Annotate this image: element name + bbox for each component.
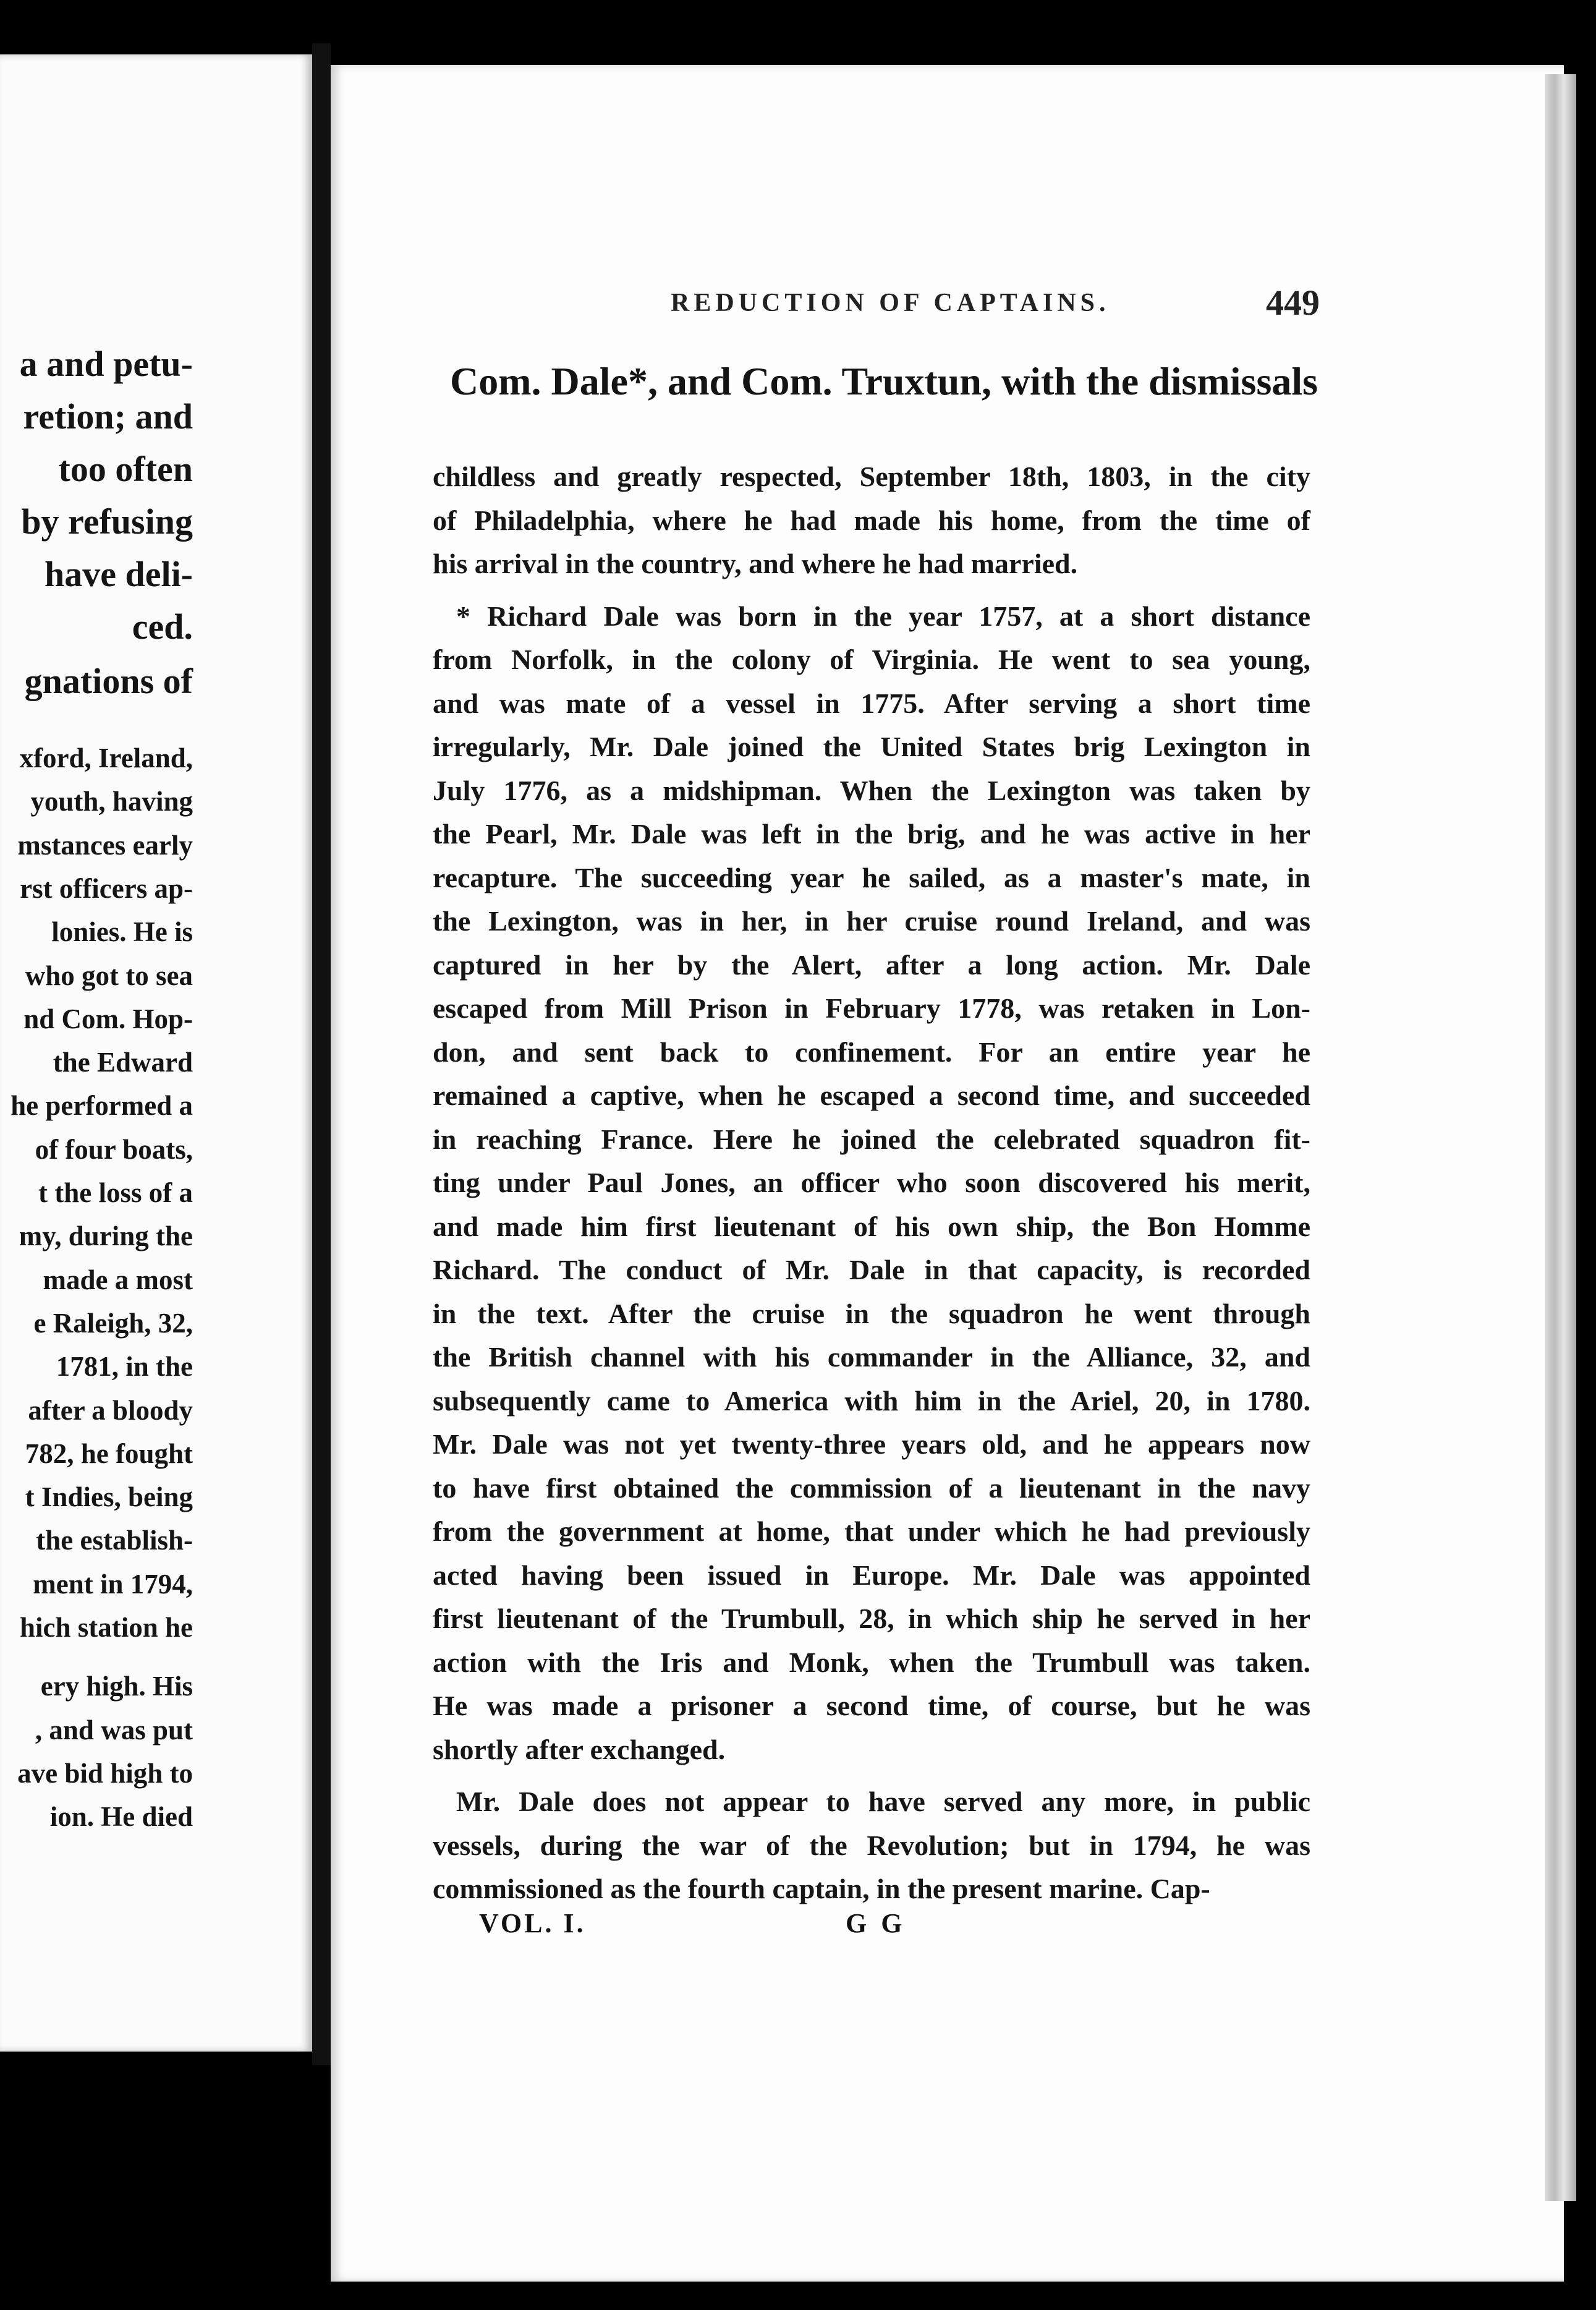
left-page-line: a and petu- xyxy=(19,344,193,384)
footnote-line: subsequently came to America with him in the Ariel, 20, in 1780. xyxy=(433,1384,1310,1417)
footnote-line: in the text. After the cruise in the squadron he went through xyxy=(433,1297,1310,1329)
signature-mark: G G xyxy=(846,1908,906,1938)
footnote-line: acted having been issued in Europe. Mr. Dale was appointed xyxy=(433,1559,1310,1591)
footnote-line: Mr. Dale was not yet twenty-three years old, and he appears now xyxy=(433,1428,1310,1460)
left-page-line: , and was put xyxy=(35,1714,193,1745)
left-page-line: too often xyxy=(58,449,193,489)
volume-marker: VOL. I. xyxy=(479,1908,586,1938)
footnote-line: ting under Paul Jones, an officer who soon discovered his merit, xyxy=(433,1167,1310,1198)
footnote-line: from the government at home, that under which he had previously xyxy=(433,1515,1310,1547)
left-page-line: made a most xyxy=(43,1264,193,1295)
page-number: 449 xyxy=(1266,283,1320,323)
left-page-line: ery high. His xyxy=(40,1671,193,1702)
left-page xyxy=(0,54,312,2052)
left-page-line: rst officers ap- xyxy=(20,872,193,904)
left-page-line: 1781, in the xyxy=(56,1351,193,1383)
left-page-line: xford, Ireland, xyxy=(19,743,193,774)
left-page-line: ced. xyxy=(132,607,193,647)
left-page-line: youth, having xyxy=(30,786,193,817)
left-page-line: ave bid high to xyxy=(17,1757,193,1789)
footnote-line: action with the Iris and Monk, when the Trumbull was taken. xyxy=(433,1646,1310,1678)
footnote-line: and made him first lieutenant of his own ship, the Bon Homme xyxy=(433,1210,1310,1242)
footnote-line: escaped from Mill Prison in February 1778, was retaken in Lon- xyxy=(433,992,1310,1024)
footnote-line: He was made a prisoner a second time, of course, but he was xyxy=(433,1690,1310,1721)
left-page-line: the Edward xyxy=(53,1047,193,1078)
footnote-line: commissioned as the fourth captain, in the present marine. Cap- xyxy=(433,1873,1210,1904)
left-page-line: e Raleigh, 32, xyxy=(33,1307,193,1339)
footnote-line: to have first obtained the commission of a lieutenant in the navy xyxy=(433,1472,1310,1504)
left-page-line: have deli- xyxy=(44,554,193,594)
left-page-line: who got to sea xyxy=(25,960,193,991)
footnote-line: the Lexington, was in her, in her cruise round Ireland, and was xyxy=(433,905,1310,937)
running-head: REDUCTION OF CAPTAINS. xyxy=(671,289,1110,317)
footnote-line: and was mate of a vessel in 1775. After serving a short time xyxy=(433,687,1310,719)
footnote-line: Mr. Dale does not appear to have served any more, in public xyxy=(456,1786,1310,1817)
footnote-line: don, and sent back to confinement. For an entire year he xyxy=(433,1036,1310,1068)
left-page-line: ion. He died xyxy=(49,1801,193,1833)
left-page-line: t Indies, being xyxy=(25,1481,193,1513)
page-edge xyxy=(1545,74,1576,2201)
left-page-line: retion; and xyxy=(23,396,193,437)
footnote-line: the British channel with his commander in the Alliance, 32, and xyxy=(433,1341,1310,1373)
book-gutter xyxy=(312,43,331,2065)
left-page-line: lonies. He is xyxy=(51,916,193,948)
footnote-line: * Richard Dale was born in the year 1757, at a short distance xyxy=(456,600,1310,632)
footnote-line: his arrival in the country, and where he had married. xyxy=(433,548,1078,579)
left-page-line: of four boats, xyxy=(35,1133,193,1165)
left-page-line: by refusing xyxy=(21,501,193,542)
left-page-line: nd Com. Hop- xyxy=(23,1003,193,1034)
footnote-line: childless and greatly respected, September 18th, 1803, in the city xyxy=(433,461,1310,492)
footnote-line: remained a captive, when he escaped a second time, and succeeded xyxy=(433,1080,1310,1111)
left-page-line: gnations of xyxy=(24,661,193,701)
left-page-line: hich station he xyxy=(19,1612,193,1643)
footnote-line: Richard. The conduct of Mr. Dale in that capacity, is recorded xyxy=(433,1254,1310,1285)
footnote-line: irregularly, Mr. Dale joined the United States brig Lexington in xyxy=(433,731,1310,762)
footnote-line: recapture. The succeeding year he sailed, as a master's mate, in xyxy=(433,861,1310,893)
footnote-line: of Philadelphia, where he had made his home, from the time of xyxy=(433,504,1310,536)
left-page-line: 782, he fought xyxy=(25,1438,193,1469)
footnote-line: shortly after exchanged. xyxy=(433,1733,726,1765)
footnote-line: captured in her by the Alert, after a long action. Mr. Dale xyxy=(433,948,1310,981)
left-page-line: after a bloody xyxy=(28,1394,193,1426)
main-text-line: Com. Dale*, and Com. Truxtun, with the dismissals xyxy=(450,359,1318,403)
footnote-line: in reaching France. Here he joined the celebrated squadron fit- xyxy=(433,1123,1310,1155)
left-page-line: my, during the xyxy=(19,1221,193,1252)
left-page-line: ment in 1794, xyxy=(33,1568,193,1600)
footnote-line: July 1776, as a midshipman. When the Lexington was taken by xyxy=(433,774,1310,806)
footnote-line: vessels, during the war of the Revolution; but in 1794, he was xyxy=(433,1829,1310,1861)
footnote-line: first lieutenant of the Trumbull, 28, in which ship he served in her xyxy=(433,1603,1310,1634)
left-page-line: he performed a xyxy=(11,1090,193,1122)
left-page-line: t the loss of a xyxy=(38,1177,193,1208)
left-page-line: the establish- xyxy=(36,1525,193,1556)
footnote-block xyxy=(433,455,1310,1911)
footnote-line: the Pearl, Mr. Dale was left in the brig, and he was active in her xyxy=(433,818,1310,850)
footnote-line: from Norfolk, in the colony of Virginia. He went to sea young, xyxy=(433,644,1310,675)
left-page-line: mstances early xyxy=(17,829,193,861)
